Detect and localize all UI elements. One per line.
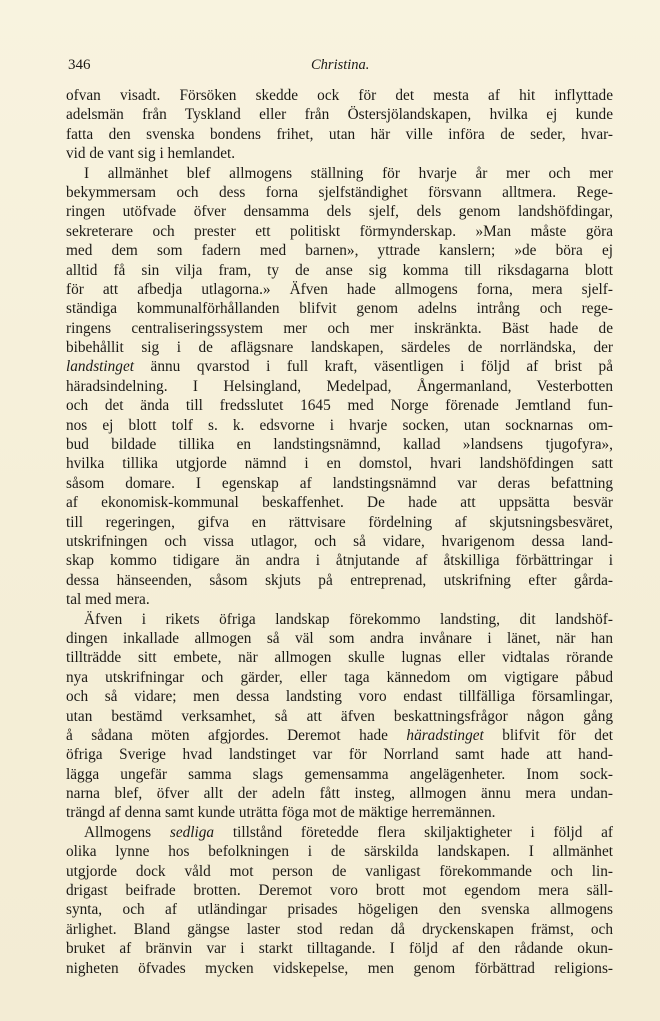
text-line: landstinget ännu qvarstod i full kraft, väsentligen i följd af brist på: [66, 358, 613, 376]
paragraph-3: [66, 610, 613, 823]
text-line: nigheten öfvades mycken vidskepelse, men genom förbättrad religions-: [66, 959, 613, 977]
text-line: utgjorde dock våld mot person de vanligast förekommande och lin-: [66, 862, 613, 880]
text-line: alltid få sin vilja fram, ty de anse sig komma till riksdagarna blott: [66, 261, 613, 279]
text-line: öfriga Sverige hvad landstinget var för Norrland samt hade att hand-: [66, 746, 613, 764]
text-line: utan bestämd verksamhet, så att äfven beskattningsfrågor någon gång: [66, 707, 613, 725]
text-line: bruket af bränvin var i starkt tilltagande. I följd af den rådande okun-: [66, 940, 613, 958]
text-line: nos ej blott tolf s. k. edsvorne i hvarje socken, utan socknarnas om-: [66, 416, 613, 434]
text-line: ständiga kommunalförhållanden blifvit genom adelns intrång och rege-: [66, 300, 613, 318]
text-line: nya utskrifningar och gärder, eller taga kännedom om vigtigare påbud: [66, 668, 613, 686]
text-line: bud bildade tillika en landstingsnämnd, kallad »landsens tjugofyra»,: [66, 436, 613, 454]
text-line: dessa hänseenden, såsom skjuts på entreprenad, utskrifning efter gårda-: [66, 571, 613, 589]
text-line: tal med mera.: [66, 591, 150, 609]
text-line: narna blef, öfver allt der adeln fått insteg, allmogen ännu mera undan-: [66, 785, 613, 803]
text-line: Äfven i rikets öfriga landskap förekommo landsting, dit landshöf-: [84, 610, 613, 628]
text-line: drigast beifrade brotten. Deremot voro brott mot egendom mera säll-: [66, 882, 613, 900]
text-line: och det ända till fredsslutet 1645 med Norge förenade Jemtland fun-: [66, 397, 613, 415]
text-line: lägga ungefär samma slags gemensamma angelägenheter. Inom sock-: [66, 765, 613, 783]
text-line: ringen utöfvade öfver densamma dels sjelf, dels genom landshöfdingar,: [66, 203, 613, 221]
text-line: bibehållit sig i de aflägsnare landskapen, särdeles de norrländska, der: [66, 339, 613, 357]
text-line: ringens centraliseringssystem mer och mer inskränkta. Bäst hade de: [66, 319, 613, 337]
text-line: fatta den svenska bondens frihet, utan här ville införa de seder, hvar-: [66, 125, 613, 143]
text-line: häradsindelning. I Helsingland, Medelpad, Ångermanland, Vesterbotten: [66, 377, 613, 395]
text-line: med dem som fadern med barnen», yttrade kanslern; »de böra ej: [66, 242, 613, 260]
paragraph-1: [66, 86, 613, 164]
text-line: hvilka tillika utgjorde nämnd i en domstol, hvari landshöfdingen satt: [66, 455, 613, 473]
text-line: utskrifningen och vissa utlagor, och så vidare, hvarigenom dessa land-: [66, 532, 613, 550]
text-line: tillträdde sitt embete, när allmogen skulle lugnas eller vidtalas rörande: [66, 649, 613, 667]
text-line: Allmogens sedliga tillstånd företedde flera skiljaktigheter i följd af: [84, 823, 613, 841]
text-line: synta, och af utländingar prisades högeligen den svenska allmogens: [66, 901, 613, 919]
italic-term: sedliga: [169, 823, 215, 841]
text-line: trängd af denna samt kunde uträtta föga mot de mäktige herremännen.: [66, 804, 496, 822]
text-line: ofvan visadt. Försöken skedde ock för det mesta af hit inflyttade: [66, 87, 613, 104]
text-line: vid de vant sig i hemlandet.: [66, 145, 236, 163]
paragraph-4: [66, 823, 613, 978]
text-line: dingen inkallade allmogen så väl som andra invånare i länet, när han: [66, 629, 613, 647]
text-line: såsom domare. I egenskap af landstingsnämnd var deras befattning: [66, 474, 613, 492]
text-line: för att afbedja utlagorna.» Äfven hade allmogens forna, mera sjelf-: [66, 280, 613, 298]
text-line: af ekonomisk-kommunal beskaffenhet. De hade att uppsätta besvär: [66, 494, 613, 512]
text-line: adelsmän från Tyskland eller från Östersjölandskapen, hvilka ej kunde: [66, 106, 613, 124]
body-text: [66, 86, 613, 978]
running-title: Christina.: [311, 57, 370, 73]
text-line: I allmänhet blef allmogens ställning för hvarje år mer och mer: [84, 164, 613, 182]
text-line: skap kommo tidigare än andra i åtnjutande af åtskilliga förbättringar i: [66, 552, 613, 570]
text-line: bekymmersam och dess forna sjelfständighet försvann alltmera. Rege-: [66, 183, 613, 201]
italic-term: landstinget: [66, 358, 134, 376]
text-line: ärlighet. Bland gängse laster stod redan då dryckenskapen främst, och: [66, 920, 613, 938]
text-line: sekreterare och prester ett politiskt förmynderskap. »Man måste göra: [66, 222, 613, 240]
page-header: [68, 57, 612, 79]
text-line: olika lynne hos befolkningen i de särskilda landskapen. I allmänhet: [66, 843, 613, 861]
text-line: till regeringen, gifva en rättvisare fördelning af skjutsningsbesväret,: [66, 513, 613, 531]
page-number: 346: [68, 57, 91, 73]
paragraph-2: [66, 164, 613, 610]
italic-term: häradstinget: [406, 726, 484, 744]
text-line: och så vidare; men dessa landsting voro endast tillfälliga församlingar,: [66, 688, 613, 706]
text-line: å sådana möten afgjordes. Deremot hade häradstinget blifvit för det: [66, 726, 613, 744]
